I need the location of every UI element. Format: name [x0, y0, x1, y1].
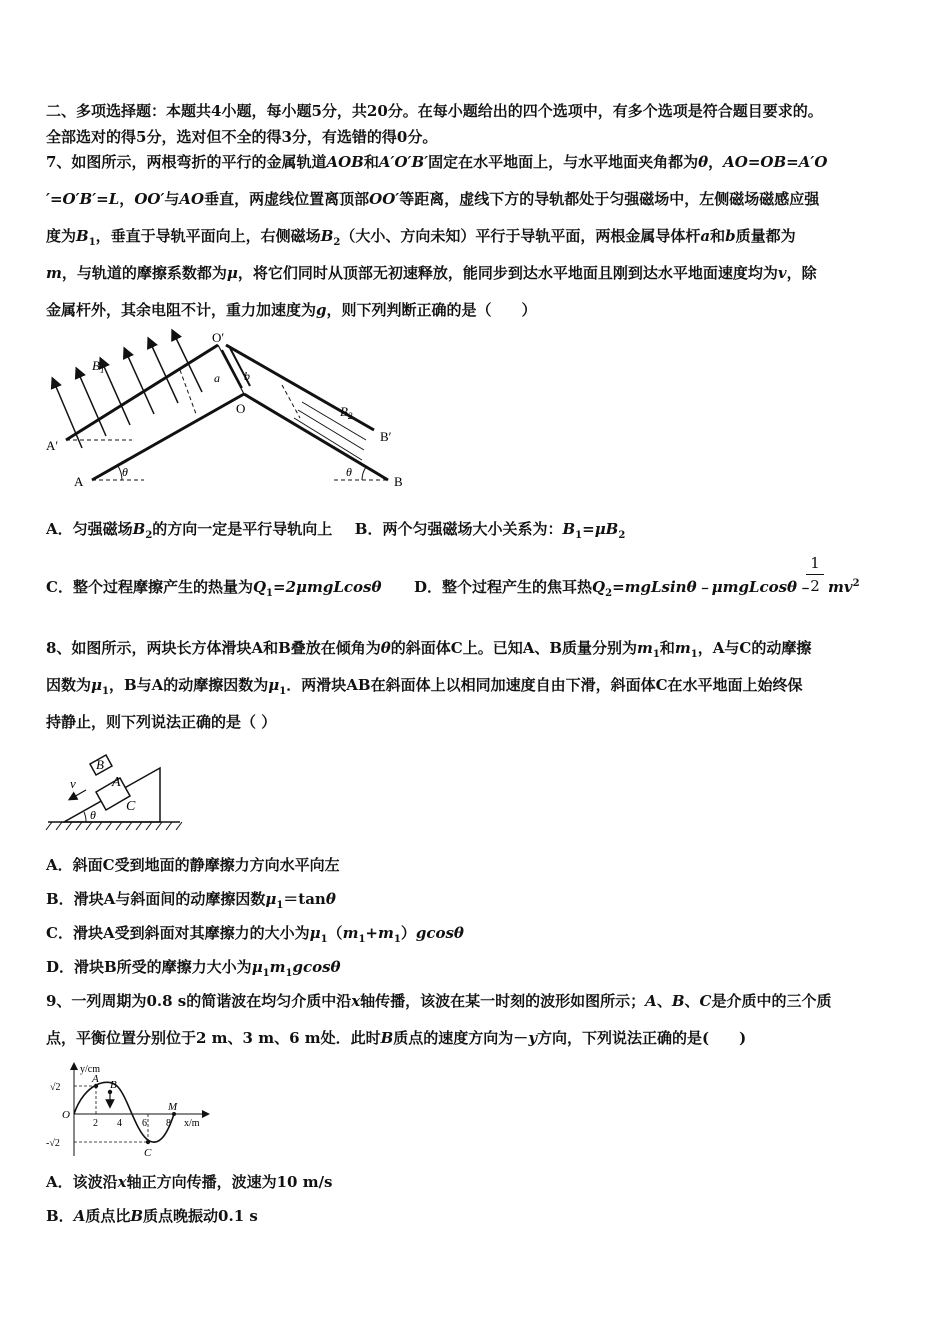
q8-stem-line-2 — [46, 675, 803, 695]
text: 轴正方向传播，波速为10 m/s — [126, 1173, 333, 1191]
label-b1: $B_1$ — [92, 358, 105, 375]
text: 、 — [684, 992, 700, 1010]
rod-a — [222, 350, 242, 388]
section-header-line-1 — [46, 101, 823, 121]
q8-incline-diagram — [46, 746, 182, 832]
text: D．整个过程产生的焦耳热 — [414, 578, 593, 596]
wave-curve — [74, 1082, 174, 1142]
text: 质点晚振动0.1 s — [143, 1207, 258, 1225]
text: ，除 — [786, 264, 817, 282]
math: AO=OB=A′O — [723, 153, 828, 171]
label-v: v — [70, 776, 76, 791]
q7-option-d-tail — [828, 577, 860, 597]
label-origin: O — [62, 1109, 70, 1121]
math: Q — [252, 578, 267, 596]
math: C — [699, 992, 712, 1010]
text: （ — [327, 924, 343, 942]
subscript: 1 — [285, 968, 293, 979]
text: 轴传播，该波在某一时刻的波形如图所示； — [360, 992, 646, 1010]
math: θ — [698, 153, 709, 171]
q7-stem-line-3 — [46, 226, 796, 246]
label-b: B — [110, 1079, 117, 1091]
math: =μB — [582, 520, 619, 538]
subscript: 1 — [88, 237, 96, 248]
text: ， — [119, 190, 135, 208]
math: A — [645, 992, 657, 1010]
math: θ — [325, 890, 336, 908]
label-a-prime: A′ — [46, 438, 59, 453]
subscript: 2 — [618, 530, 626, 541]
ground-hatch — [46, 822, 182, 830]
math: m — [342, 924, 359, 942]
q8-option-b — [46, 889, 336, 909]
text: ，则下列判断正确的是（ ） — [326, 301, 537, 319]
text: 固定在水平地面上，与水平地面夹角都为 — [428, 153, 699, 171]
math: AO — [179, 190, 205, 208]
text: B． — [46, 1207, 74, 1225]
text: ） — [400, 924, 416, 942]
math: mv — [828, 578, 853, 596]
math: =2μmgLcosθ — [273, 578, 382, 596]
fraction-bar — [806, 574, 824, 575]
label-b: B — [394, 474, 403, 489]
section-header-line-2 — [46, 127, 437, 147]
label-theta-left: θ — [122, 465, 128, 479]
text: 持静止，则下列说法正确的是（ ） — [46, 713, 277, 731]
subscript: 1 — [320, 934, 328, 945]
label-a: A — [74, 474, 84, 489]
text: 和 — [710, 227, 726, 245]
text: ，与轨道的摩擦系数都为 — [61, 264, 227, 282]
math: μ — [226, 264, 238, 282]
math: μ — [265, 890, 277, 908]
label-a: A — [92, 1073, 99, 1085]
math: A′O′B′ — [378, 153, 429, 171]
math: B — [380, 1029, 394, 1047]
math: m — [46, 264, 62, 282]
text: 8、如图所示，两块长方体滑块A和B叠放在倾角为 — [46, 639, 381, 657]
q7-stem-line-4 — [46, 263, 817, 283]
text: 是介质中的三个质 — [711, 992, 832, 1010]
label-c: C — [144, 1147, 152, 1159]
label-o: O — [236, 401, 246, 416]
rail-o-b — [244, 394, 388, 480]
text: A．斜面C受到地面的静摩擦力方向水平向左 — [46, 856, 340, 874]
math: x — [351, 992, 361, 1010]
math: a — [700, 227, 711, 245]
subscript: 1 — [690, 649, 698, 660]
text: 金属杆外，其余电阻不计，重力加速度为 — [46, 301, 317, 319]
math: m — [674, 639, 691, 657]
math: =mgLsinθ﹣μmgLcosθ﹣ — [612, 578, 813, 596]
tick-4: 4 — [117, 1118, 122, 1129]
math: OO′ — [134, 190, 165, 208]
label-sqrt2: √2 — [50, 1082, 61, 1093]
text: 的斜面体C上。已知A、B质量分别为 — [390, 639, 638, 657]
math: ′=O′B′=L — [46, 190, 120, 208]
subscript: 1 — [575, 530, 583, 541]
text: 与 — [164, 190, 180, 208]
section-text: 二、多项选择题：本题共4小题，每小题5分，共20分。在每小题给出的四个选项中，有多个选项是符合题目要求的。 — [46, 102, 823, 120]
math: b — [725, 227, 736, 245]
text: 和 — [363, 153, 379, 171]
math: x — [117, 1173, 127, 1191]
text: ，B与A的动摩擦因数为 — [108, 676, 269, 694]
label-b2: $B_2$ — [340, 404, 353, 421]
text: ， — [708, 153, 724, 171]
fraction-one-half — [806, 554, 824, 595]
q8-stem-line-3 — [46, 712, 276, 732]
q7-option-d — [414, 577, 812, 597]
text: 、 — [656, 992, 672, 1010]
math: +m — [365, 924, 394, 942]
text: 和 — [659, 639, 675, 657]
label-a: A — [112, 775, 121, 790]
text: 质点的速度方向为－ — [393, 1029, 529, 1047]
math: μ — [268, 676, 280, 694]
subscript: 2 — [605, 588, 613, 599]
fraction-numerator: 1 — [810, 554, 820, 572]
text: 7、如图所示，两根弯折的平行的金属轨道 — [46, 153, 327, 171]
text: C．滑块A受到斜面对其摩擦力的大小为 — [46, 924, 310, 942]
text: ，垂直于导轨平面向上，右侧磁场 — [95, 227, 321, 245]
math: A — [73, 1207, 86, 1225]
math: m — [269, 958, 286, 976]
q7-stem-line-5 — [46, 300, 537, 320]
math: gcosθ — [292, 958, 341, 976]
label-x-axis: x/m — [184, 1118, 200, 1129]
text: 的方向一定是平行导轨向上 — [152, 520, 333, 538]
text: ．两滑块AB在斜面体上以相同加速度自由下滑，斜面体C在水平地面上始终保 — [286, 676, 803, 694]
label-o-prime: O′ — [212, 330, 225, 345]
label-b-prime: B′ — [380, 429, 392, 444]
rail-a-o — [92, 394, 244, 480]
q7-rail-diagram — [44, 330, 414, 492]
q9-option-a — [46, 1172, 333, 1192]
dashed-guides — [66, 370, 388, 480]
subscript: 1 — [276, 900, 284, 911]
label-neg-sqrt2: -√2 — [46, 1138, 60, 1149]
math: B — [132, 520, 146, 538]
math: v — [777, 264, 787, 282]
text: B．滑块A与斜面间的动摩擦因数 — [46, 890, 266, 908]
subscript: 1 — [102, 686, 109, 697]
q8-stem-line-1 — [46, 638, 811, 658]
math: OO′ — [369, 190, 400, 208]
q9-wave-graph — [44, 1062, 214, 1162]
q7-stem-line-1 — [46, 152, 827, 172]
point-c — [146, 1140, 150, 1144]
fraction-denominator: 2 — [810, 577, 820, 595]
q8-option-c — [46, 923, 464, 943]
label-m: M — [168, 1101, 178, 1113]
subscript: 1 — [652, 649, 660, 660]
math: y — [528, 1029, 538, 1047]
subscript: 2 — [145, 530, 153, 541]
label-rod-a: a — [214, 371, 220, 385]
tick-6: 6 — [142, 1118, 147, 1129]
q7-stem-line-2 — [46, 189, 819, 209]
tick-8: 8 — [166, 1118, 171, 1129]
text: 9、一列周期为0.8 s的简谐波在均匀介质中沿 — [46, 992, 352, 1010]
q9-stem-line-2 — [46, 1028, 746, 1048]
text: 垂直，两虚线位置离顶部 — [204, 190, 370, 208]
label-theta: θ — [90, 808, 96, 822]
math: μ — [251, 958, 263, 976]
superscript: 2 — [852, 578, 860, 589]
text: A．匀强磁场 — [46, 520, 133, 538]
q7-options-ab — [46, 519, 625, 539]
q7-option-c — [46, 577, 381, 597]
text: ，A与C的动摩擦 — [697, 639, 812, 657]
label-rod-b: b — [244, 369, 250, 383]
math: m — [637, 639, 653, 657]
text: 方向，下列说法正确的是( ) — [537, 1029, 747, 1047]
theta-arc — [84, 812, 86, 822]
math: Q — [592, 578, 606, 596]
text: （大小、方向未知）平行于导轨平面，两根金属导体杆 — [340, 227, 701, 245]
section-text: 全部选对的得5分，选对但不全的得3分，有选错的得0分。 — [46, 128, 438, 146]
math: B — [320, 227, 334, 245]
math: θ — [380, 639, 391, 657]
label-b: B — [96, 757, 104, 772]
subscript: 1 — [266, 588, 273, 599]
subscript: 1 — [393, 934, 401, 945]
math: μ — [91, 676, 102, 694]
q8-option-d — [46, 957, 341, 977]
text: D．滑块B所受的摩擦力大小为 — [46, 958, 252, 976]
text: ，将它们同时从顶部无初速释放，能同步到达水平地面且刚到达水平地面速度均为 — [237, 264, 778, 282]
subscript: 1 — [262, 968, 270, 979]
text: 度为 — [46, 227, 77, 245]
q9-stem-line-1 — [46, 991, 832, 1011]
text: 点，平衡位置分别位于2 m、3 m、6 m处．此时 — [46, 1029, 381, 1047]
math: B — [671, 992, 685, 1010]
theta-arc-right — [362, 467, 366, 480]
q9-option-b — [46, 1206, 258, 1226]
math: g — [316, 301, 327, 319]
text: 质量都为 — [735, 227, 796, 245]
text: 因数为 — [46, 676, 92, 694]
label-c: C — [126, 799, 136, 814]
tick-2: 2 — [93, 1118, 98, 1129]
math: AOB — [326, 153, 364, 171]
math: B — [76, 227, 89, 245]
text: A．该波沿 — [46, 1173, 118, 1191]
text: ＝tan — [283, 890, 326, 908]
math: B — [130, 1207, 144, 1225]
rail-a-prime-o-prime — [66, 345, 218, 440]
text: 质点比 — [85, 1207, 131, 1225]
math: gcosθ — [415, 924, 464, 942]
text: C．整个过程摩擦产生的热量为 — [46, 578, 253, 596]
subscript: 1 — [358, 934, 366, 945]
velocity-arrow — [72, 790, 86, 798]
q8-option-a — [46, 855, 340, 875]
text: B．两个匀强磁场大小关系为： — [354, 520, 563, 538]
label-theta-right: θ — [346, 465, 352, 479]
math: μ — [309, 924, 321, 942]
subscript: 1 — [279, 686, 287, 697]
subscript: 2 — [333, 237, 341, 248]
text: 等距离，虚线下方的导轨都处于匀强磁场中，左侧磁场磁感应强 — [399, 190, 820, 208]
math: B — [562, 520, 576, 538]
label-y-axis: y/cm — [80, 1064, 100, 1075]
